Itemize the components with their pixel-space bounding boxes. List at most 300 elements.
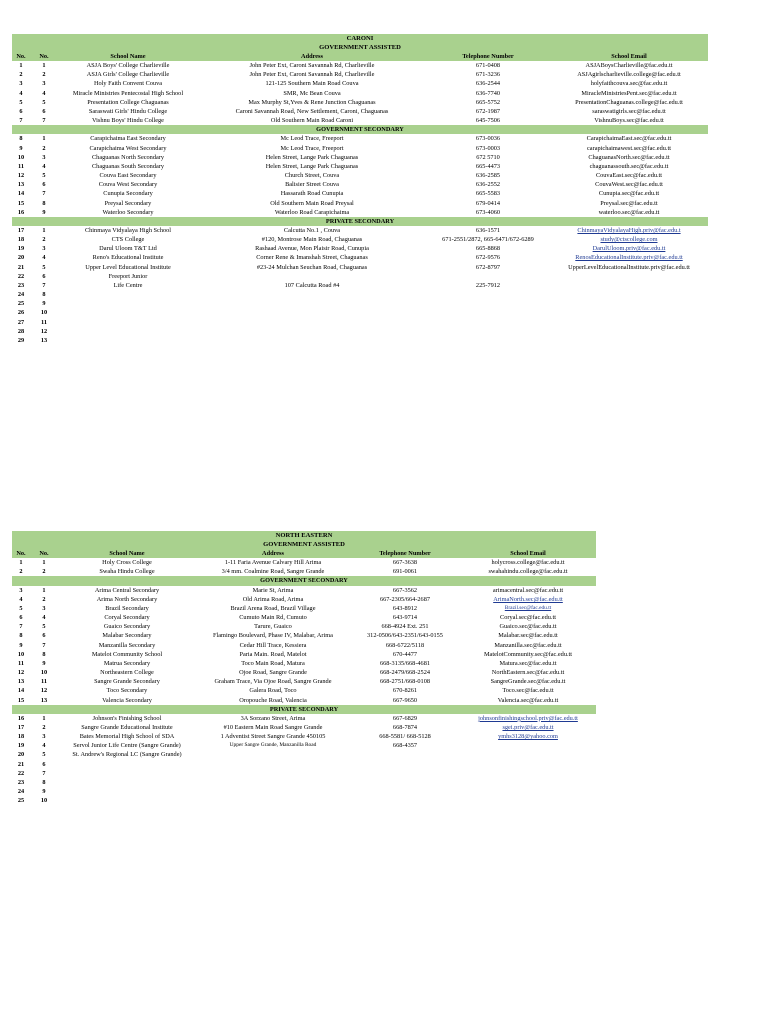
cell-email: ASJABoysCharlieville@fac.edu.tt <box>585 62 673 70</box>
cell-address: Graham Trace, Via Ojoe Road, Sangre Grande <box>214 678 332 686</box>
cell-row-number: 13 <box>17 678 25 686</box>
cell-school-name: Reno's Educational Institute <box>92 254 164 262</box>
cell-telephone: 670-4477 <box>392 650 418 658</box>
cell-school-name: Sangre Grande Educational Institute <box>81 723 173 731</box>
cell-address: Flamingo Boulevard, Phase IV, Malabar, Arima <box>213 632 333 640</box>
cell-school-name: Swaha Hindu College <box>99 568 155 576</box>
cell-address <box>196 796 350 805</box>
cell-row-number: 20 <box>17 254 25 262</box>
cell-school-name: Chaguanas North Secondary <box>91 153 165 161</box>
table-row <box>12 226 708 235</box>
cell-school-name: Bates Memorial High School of SDA <box>79 733 175 741</box>
cell-address <box>198 336 426 345</box>
cell-section-number: 2 <box>42 144 46 152</box>
cell-row-number: 5 <box>19 98 23 106</box>
cell-email <box>460 741 596 750</box>
table-row <box>12 677 596 686</box>
cell-telephone <box>426 318 550 327</box>
cell-row-number: 11 <box>18 162 24 170</box>
cell-email: holycross.college@fac.edu.tt <box>491 559 565 567</box>
cell-telephone: 671-0408 <box>475 62 501 70</box>
cell-school-name: Northeastern College <box>100 669 154 677</box>
cell-telephone: 672-1987 <box>475 107 501 115</box>
cell-telephone: 672-8797 <box>475 263 501 271</box>
table-row <box>12 586 596 595</box>
cell-email[interactable]: sgei.priv@fac.edu.tt <box>502 723 554 731</box>
cell-row-number: 21 <box>17 760 25 768</box>
cell-school-name: Manzanilla Secondary <box>98 641 156 649</box>
cell-telephone: 668-2479/668-2524 <box>379 669 431 677</box>
cell-section-number: 7 <box>42 190 46 198</box>
table-row <box>12 686 596 695</box>
cell-row-number: 22 <box>17 272 25 280</box>
cell-school-name: Chinmaya Vidyalaya High School <box>84 226 172 234</box>
cell-section-number: 2 <box>42 568 46 576</box>
cell-telephone: 673-0003 <box>475 144 501 152</box>
table-row <box>12 696 596 705</box>
cell-email: saraswatigirls.sec@fac.edu.tt <box>592 107 666 115</box>
table-row <box>12 263 708 272</box>
north-eastern-table <box>12 549 596 805</box>
table-row <box>12 668 596 677</box>
cell-telephone <box>350 769 460 778</box>
cell-school-name: Johnson's Finishing School <box>92 714 162 722</box>
cell-school-name <box>58 336 198 345</box>
cell-school-name <box>58 787 196 796</box>
cell-row-number: 28 <box>17 327 25 335</box>
table-row <box>12 567 596 576</box>
cell-telephone <box>426 290 550 299</box>
cell-email[interactable]: Brazil.sec@fac.edu.tt <box>504 604 552 611</box>
table-row <box>12 299 708 308</box>
cell-email: PresentationChaguanas.college@fac.edu.tt <box>575 98 683 106</box>
cell-school-name: Holy Faith Convent Couva <box>93 80 163 88</box>
table-row <box>12 272 708 281</box>
cell-email: arimacentral.sec@fac.edu.tt <box>492 586 564 594</box>
cell-section-number: 4 <box>42 614 46 622</box>
cell-telephone: 665-5583 <box>475 190 501 198</box>
column-header-row-number: No. <box>12 52 30 61</box>
cell-section-number: 1 <box>42 586 46 594</box>
cell-email[interactable]: ArimaNorth.sec@fac.edu.tt <box>493 595 563 603</box>
cell-address: Brazil Arena Road, Brazil Village <box>230 604 316 612</box>
cell-address: 3A Sorzano Street, Arima <box>240 714 306 722</box>
cell-section-number: 5 <box>42 263 46 271</box>
cell-address: Marie St, Arima <box>252 586 294 594</box>
table-row <box>12 732 596 741</box>
cell-address: John Peter Ext, Caroni Savannah Rd, Charlieville <box>249 71 375 79</box>
cell-section-number: 11 <box>41 678 47 686</box>
cell-row-number: 5 <box>19 604 23 612</box>
cell-row-number: 23 <box>17 778 25 786</box>
cell-section-number: 3 <box>42 153 46 161</box>
cell-email: Guaico.sec@fac.edu.tt <box>499 623 557 631</box>
cell-section-number: 10 <box>40 669 48 677</box>
section-title: PRIVATE SECONDARY <box>12 217 708 226</box>
section-title: GOVERNMENT SECONDARY <box>12 125 708 134</box>
cell-telephone: 670-8261 <box>392 687 418 695</box>
cell-section-number: 4 <box>42 89 46 97</box>
cell-row-number: 3 <box>19 586 23 594</box>
cell-row-number: 4 <box>19 89 23 97</box>
cell-section-number: 3 <box>42 245 46 253</box>
cell-telephone: 672 5710 <box>476 153 500 161</box>
cell-address: 1 Adventist Street Sangre Grande 450105 <box>220 733 326 741</box>
cell-school-name <box>58 327 198 336</box>
north-eastern-subtitle: GOVERNMENT ASSISTED <box>12 540 596 549</box>
cell-section-number: 1 <box>42 714 46 722</box>
cell-address <box>198 290 426 299</box>
cell-section-number: 6 <box>42 760 46 768</box>
cell-email[interactable]: study@ctscollege.com <box>600 236 658 244</box>
cell-school-name: Carapichaima West Secondary <box>89 144 167 152</box>
cell-row-number: 12 <box>17 172 25 180</box>
cell-section-number: 9 <box>42 788 46 796</box>
cell-school-name: Servol Junior Life Centre (Sangre Grande) <box>73 742 181 750</box>
section-title: GOVERNMENT SECONDARY <box>12 576 596 585</box>
cell-row-number: 25 <box>17 300 25 308</box>
cell-school-name: CTS College <box>111 236 145 244</box>
cell-section-number: 4 <box>42 254 46 262</box>
cell-email: CarapichaimaEast.sec@fac.edu.tt <box>586 135 672 143</box>
cell-section-number: 5 <box>42 172 46 180</box>
cell-address: Church Street, Couva <box>284 172 340 180</box>
cell-address <box>196 769 350 778</box>
cell-address <box>196 760 350 769</box>
cell-section-number: 4 <box>42 742 46 750</box>
column-header-telephone: Telephone Number <box>426 52 550 61</box>
cell-row-number: 10 <box>17 153 25 161</box>
cell-telephone: 225-7912 <box>475 281 501 289</box>
cell-email: NorthEastern.sec@fac.edu.tt <box>491 669 565 677</box>
cell-address <box>196 787 350 796</box>
cell-email: VishnuBoys.sec@fac.edu.tt <box>594 117 664 125</box>
cell-address <box>196 778 350 787</box>
cell-email <box>550 281 708 290</box>
cell-telephone: 668-6722/5118 <box>385 641 425 649</box>
cell-row-number: 8 <box>19 135 23 143</box>
table-row <box>12 327 708 336</box>
cell-school-name: Couva East Secondary <box>99 172 157 180</box>
cell-email: holyfaithcouva.sec@fac.edu.tt <box>590 80 668 88</box>
table-row <box>12 162 708 171</box>
table-row <box>12 98 708 107</box>
cell-row-number: 9 <box>19 144 23 152</box>
table-row <box>12 290 708 299</box>
cell-telephone <box>426 336 550 345</box>
cell-row-number: 27 <box>17 318 25 326</box>
cell-address: #120, Montrose Main Road, Chaguanas <box>261 236 363 244</box>
cell-telephone: 668-2751/668-0108 <box>379 678 431 686</box>
cell-section-number: 12 <box>40 327 48 335</box>
cell-section-number: 8 <box>42 291 46 299</box>
table-row <box>12 595 596 604</box>
table-row <box>12 253 708 262</box>
cell-school-name <box>58 308 198 317</box>
cell-school-name: Miracle Ministries Pentecostal High School <box>72 89 184 97</box>
table-row <box>12 796 596 805</box>
cell-school-name: Sangre Grande Secondary <box>94 678 160 686</box>
cell-telephone: 668-5581/ 668-5128 <box>379 733 431 741</box>
column-header-email: School Email <box>550 52 708 61</box>
cell-school-name: Carapichaima East Secondary <box>90 135 166 143</box>
cell-school-name <box>58 290 198 299</box>
cell-telephone: 668-7874 <box>392 723 418 731</box>
cell-email <box>550 272 708 281</box>
table-row <box>12 308 708 317</box>
cell-row-number: 9 <box>19 641 23 649</box>
cell-address <box>198 318 426 327</box>
cell-telephone: 668-4357 <box>392 742 418 750</box>
cell-row-number: 24 <box>17 788 25 796</box>
cell-section-number: 10 <box>40 309 48 317</box>
cell-email <box>460 796 596 805</box>
cell-school-name: Preysal Secondary <box>104 199 152 207</box>
table-row <box>12 244 708 253</box>
cell-row-number: 18 <box>17 733 25 741</box>
cell-school-name: Arima Central Secondary <box>94 586 160 594</box>
cell-school-name: Vishnu Boys' Hindu College <box>92 117 164 125</box>
cell-email: MiracleMinistriesPent.sec@fac.edu.tt <box>581 89 677 97</box>
cell-email <box>550 290 708 299</box>
cell-telephone: 665-5752 <box>475 98 501 106</box>
cell-section-number: 7 <box>42 769 46 777</box>
cell-section-number: 3 <box>42 80 46 88</box>
cell-telephone: 636-2552 <box>475 181 501 189</box>
cell-email: Manzanilla.sec@fac.edu.tt <box>494 641 562 649</box>
table-row <box>12 70 708 79</box>
cell-telephone: 312-0506/643-2351/643-0155 <box>367 632 443 640</box>
table-row <box>12 631 596 640</box>
cell-email <box>460 750 596 759</box>
cell-telephone: 667-3562 <box>392 586 418 594</box>
table-row <box>12 613 596 622</box>
cell-address <box>198 272 426 281</box>
cell-school-name: Guaico Secondary <box>103 623 151 631</box>
table-row <box>12 281 708 290</box>
cell-address: Balisier Street Couva <box>285 181 339 189</box>
cell-row-number: 22 <box>17 769 25 777</box>
cell-telephone: 668-4924 Ext. 251 <box>381 623 429 631</box>
table-row <box>12 61 708 70</box>
cell-email[interactable]: ymhs3128@yahoo.com <box>498 733 558 741</box>
cell-row-number: 23 <box>17 281 25 289</box>
cell-row-number: 15 <box>17 696 25 704</box>
cell-section-number: 6 <box>42 632 46 640</box>
cell-telephone: 665-8868 <box>475 245 501 253</box>
cell-address: Corner Rene & Imanshah Street, Chaguanas <box>256 254 368 262</box>
cell-telephone <box>350 778 460 787</box>
cell-school-name <box>58 796 196 805</box>
caroni-table <box>12 52 708 345</box>
table-row <box>12 714 596 723</box>
cell-school-name: Couva West Secondary <box>98 181 158 189</box>
cell-email: ChaguanasNorth.sec@fac.edu.tt <box>588 153 670 161</box>
cell-school-name <box>58 769 196 778</box>
cell-section-number: 7 <box>42 641 46 649</box>
section-header-row <box>12 705 596 714</box>
cell-telephone: 645-7506 <box>475 117 501 125</box>
section-header-row <box>12 125 708 134</box>
cell-email: CouvaEast.sec@fac.edu.tt <box>595 172 663 180</box>
cell-section-number: 2 <box>42 723 46 731</box>
cell-section-number: 7 <box>42 281 46 289</box>
cell-telephone <box>426 308 550 317</box>
cell-address: Old Arima Road, Arima <box>242 595 304 603</box>
cell-section-number: 1 <box>42 559 46 567</box>
cell-address: 107 Calcutta Road #4 <box>284 281 340 289</box>
table-row <box>12 180 708 189</box>
cell-telephone: 667-6829 <box>392 714 418 722</box>
cell-email[interactable]: RenosEducationalInstitute.priv@fac.edu.tt <box>575 254 683 262</box>
cell-telephone: 636-2585 <box>475 172 501 180</box>
cell-row-number: 4 <box>19 595 23 603</box>
cell-school-name: ASJA Boys' College Charlieville <box>86 62 170 70</box>
cell-telephone: 667-3638 <box>392 559 418 567</box>
cell-email: Preysal.sec@fac.edu.tt <box>600 199 658 207</box>
cell-section-number: 11 <box>41 318 47 326</box>
cell-email[interactable]: johnsonfinishingschool.priv@fac.edu.tt <box>478 714 578 722</box>
cell-address <box>198 327 426 336</box>
cell-telephone: 672-9576 <box>475 254 501 262</box>
column-header-section-number: No. <box>30 549 58 558</box>
cell-telephone <box>426 299 550 308</box>
cell-school-name: Darul Uloom T&T Ltd <box>99 245 157 253</box>
cell-row-number: 13 <box>17 181 25 189</box>
cell-telephone <box>350 787 460 796</box>
cell-school-name: Coryal Secondary <box>104 614 150 622</box>
cell-school-name <box>58 299 198 308</box>
cell-section-number: 8 <box>42 650 46 658</box>
cell-email: Cunupia.sec@fac.edu.tt <box>598 190 660 198</box>
cell-row-number: 29 <box>17 336 25 344</box>
cell-telephone: 671-3236 <box>475 71 501 79</box>
cell-email: Coryal.sec@fac.edu.tt <box>500 614 556 622</box>
cell-section-number: 3 <box>42 733 46 741</box>
cell-email: Toco.sec@fac.edu.tt <box>502 687 554 695</box>
cell-email: Malabar.sec@fac.edu.tt <box>498 632 558 640</box>
cell-school-name: Freeport Junior <box>108 272 148 280</box>
cell-row-number: 3 <box>19 80 23 88</box>
cell-section-number: 6 <box>42 181 46 189</box>
table-row <box>12 336 708 345</box>
cell-address: Old Southern Main Road Preysal <box>270 199 354 207</box>
cell-school-name: Valencia Secondary <box>102 696 152 704</box>
cell-address: Ojoe Road, Sangre Grande <box>239 669 307 677</box>
cell-row-number: 20 <box>17 751 25 759</box>
cell-section-number: 1 <box>42 135 46 143</box>
cell-school-name: Matrua Secondary <box>103 659 151 667</box>
cell-telephone <box>426 272 550 281</box>
cell-row-number: 12 <box>17 669 25 677</box>
cell-email: swahahindu.college@fac.edu.tt <box>488 568 568 576</box>
cell-email: chaguanassouth.sec@fac.edu.tt <box>589 162 669 170</box>
table-row <box>12 750 596 759</box>
cell-address: Galera Road, Toco <box>249 687 297 695</box>
cell-email <box>550 336 708 345</box>
table-row <box>12 741 596 750</box>
column-header-school-name: School Name <box>58 549 196 558</box>
cell-row-number: 18 <box>17 236 25 244</box>
table-row <box>12 79 708 88</box>
cell-school-name: Upper Level Educational Institute <box>85 263 171 271</box>
cell-email: carapichaimawest.sec@fac.edu.tt <box>587 144 671 152</box>
cell-row-number: 1 <box>19 559 23 567</box>
cell-school-name: Saraswati Girls' Hindu College <box>88 107 168 115</box>
table-row <box>12 558 596 567</box>
cell-school-name: Life Centre <box>113 281 143 289</box>
cell-row-number: 15 <box>17 199 25 207</box>
cell-section-number: 8 <box>42 778 46 786</box>
cell-address <box>198 308 426 317</box>
cell-school-name: Malabar Secondary <box>102 632 152 640</box>
cell-address: Hassarath Road Cunupia <box>280 190 344 198</box>
cell-address: 1-11 Faria Avenue Calvary Hill Arima <box>224 559 322 567</box>
cell-email[interactable]: DarulUloom.priv@fac.edu.tt <box>592 245 666 253</box>
cell-telephone: 673-0036 <box>475 135 501 143</box>
table-row <box>12 107 708 116</box>
cell-school-name: Matelot Community School <box>91 650 163 658</box>
table-row <box>12 723 596 732</box>
table-row <box>12 144 708 153</box>
cell-row-number: 7 <box>19 623 23 631</box>
cell-row-number: 14 <box>17 687 25 695</box>
cell-row-number: 1 <box>19 62 23 70</box>
cell-address <box>196 750 350 759</box>
cell-telephone: 667-9650 <box>392 696 418 704</box>
cell-school-name <box>58 318 198 327</box>
cell-address: Max Murphy St,Yves & Rene Junction Chaguanas <box>248 98 376 106</box>
cell-email[interactable]: ChinmayaVidyalayaHigh.priv@fac.edu.t <box>577 226 681 234</box>
column-header-school-name: School Name <box>58 52 198 61</box>
cell-section-number: 2 <box>42 595 46 603</box>
cell-section-number: 9 <box>42 300 46 308</box>
cell-address: 121-125 Southern Main Road Couva <box>265 80 359 88</box>
cell-email: MatelotCommunity.sec@fac.edu.tt <box>483 650 573 658</box>
cell-school-name: Arima North Secondary <box>96 595 158 603</box>
cell-telephone: 667-2305/664-2687 <box>379 595 431 603</box>
cell-email: UpperLevelEducationalInstitute.priv@fac.edu.tt <box>568 263 690 271</box>
cell-email: SangreGrande.sec@fac.edu.tt <box>490 678 566 686</box>
cell-address <box>198 299 426 308</box>
cell-row-number: 6 <box>19 614 23 622</box>
column-header-address: Address <box>198 52 426 61</box>
table-row <box>12 787 596 796</box>
cell-email <box>550 318 708 327</box>
cell-section-number: 2 <box>42 71 46 79</box>
cell-email: waterloo.sec@fac.edu.tt <box>598 208 660 216</box>
cell-row-number: 26 <box>17 309 25 317</box>
cell-address: Rashaad Avenue, Mon Plaisir Road, Cunupia <box>255 245 369 253</box>
table-row <box>12 153 708 162</box>
cell-address: Toco Main Road, Matura <box>241 659 305 667</box>
cell-telephone: 671-2551/2872, 665-6471/672-6289 <box>442 236 534 244</box>
section-title: PRIVATE SECONDARY <box>12 705 596 714</box>
cell-section-number: 1 <box>42 226 46 234</box>
cell-section-number: 4 <box>42 162 46 170</box>
section-header-row <box>12 576 596 585</box>
column-header-row-number: No. <box>12 549 30 558</box>
column-header-email: School Email <box>460 549 596 558</box>
table-row <box>12 189 708 198</box>
cell-email <box>550 327 708 336</box>
table-row <box>12 208 708 217</box>
cell-section-number: 5 <box>42 98 46 106</box>
cell-address: Paria Main. Road, Matelot <box>239 650 307 658</box>
cell-row-number: 25 <box>17 797 25 805</box>
cell-school-name: St. Andrew's Regional LC (Sangre Grande) <box>72 751 182 759</box>
cell-section-number: 9 <box>42 208 46 216</box>
